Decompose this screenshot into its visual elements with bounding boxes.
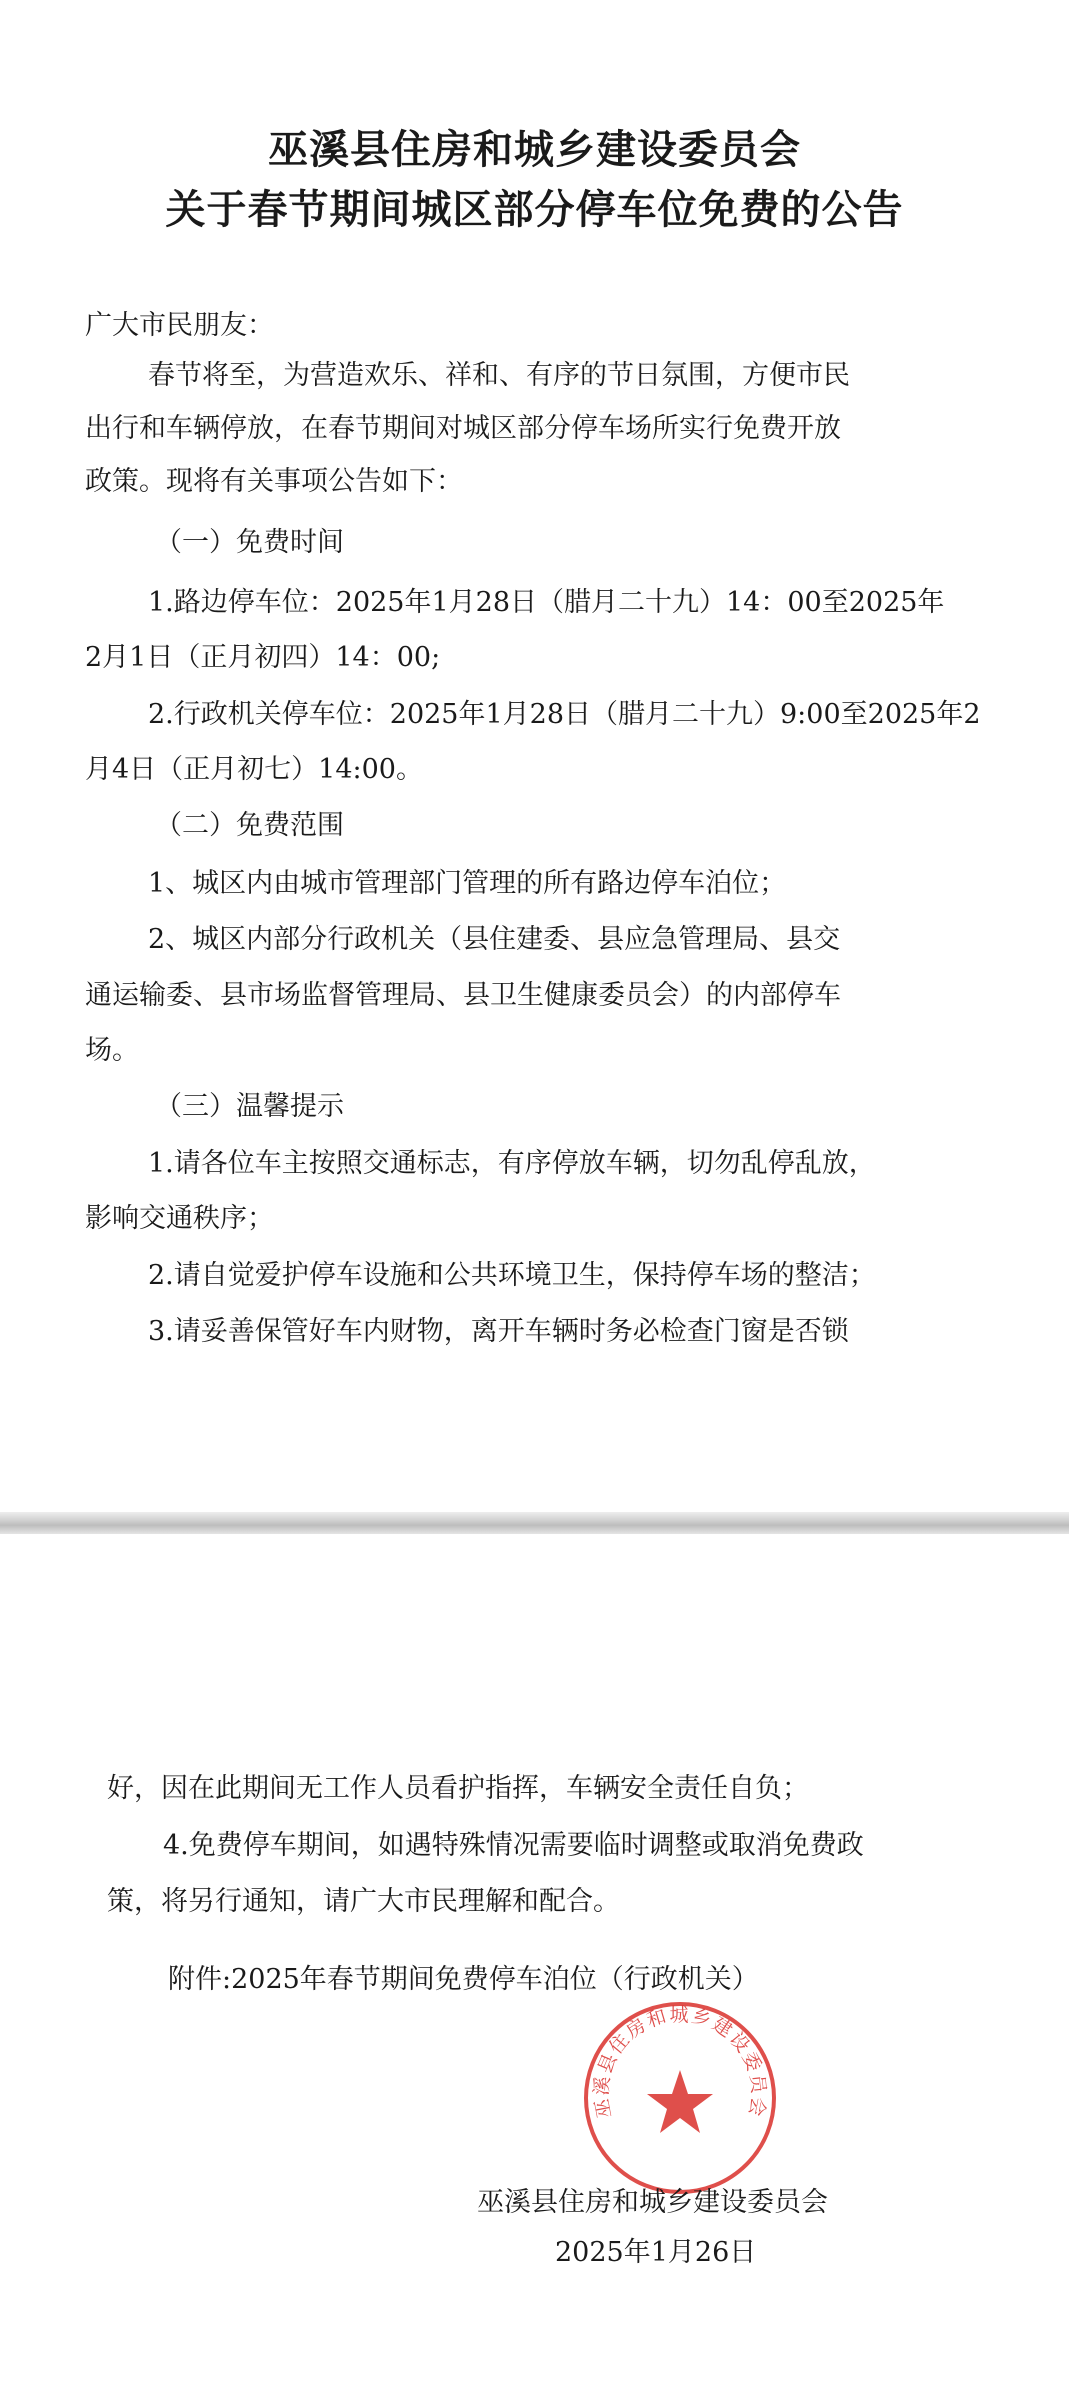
time-item-government: 2.行政机关停车位：2025年1月28日（腊月二十九）9:00至2025年2 bbox=[148, 699, 981, 730]
seal-star-icon bbox=[647, 2070, 713, 2133]
scope-item-1: 1、城区内由城市管理部门管理的所有路边停车泊位； bbox=[148, 868, 787, 899]
section-heading-time: （一）免费时间 bbox=[155, 527, 344, 558]
intro-line: 春节将至，为营造欢乐、祥和、有序的节日氛围，方便市民 bbox=[148, 360, 850, 391]
scope-item-2: 2、城区内部分行政机关（县住建委、县应急管理局、县交 bbox=[148, 924, 841, 955]
document-title-line-1: 巫溪县住房和城乡建设委员会 bbox=[268, 126, 801, 173]
scope-item-2-cont: 通运输委、县市场监督管理局、县卫生健康委员会）的内部停车 bbox=[85, 980, 841, 1011]
tip-item-1: 1.请各位车主按照交通标志，有序停放车辆，切勿乱停乱放， bbox=[148, 1148, 876, 1179]
document-page-2 bbox=[0, 1534, 1069, 2395]
section-heading-scope: （二）免费范围 bbox=[155, 810, 344, 841]
official-seal bbox=[580, 1998, 780, 2198]
seal-text: 巫溪县住房和城乡建设委员会 bbox=[590, 2004, 770, 2120]
tip-item-3-cont: 好，因在此期间无工作人员看护指挥，车辆安全责任自负； bbox=[107, 1773, 809, 1804]
time-item-roadside: 1.路边停车位：2025年1月28日（腊月二十九）14：00至2025年 bbox=[148, 587, 945, 618]
intro-line: 政策。现将有关事项公告如下： bbox=[85, 466, 463, 497]
time-item-government-cont: 月4日（正月初七）14:00。 bbox=[85, 754, 423, 785]
tip-item-1-cont: 影响交通秩序； bbox=[85, 1203, 274, 1234]
intro-line: 出行和车辆停放，在春节期间对城区部分停车场所实行免费开放 bbox=[85, 413, 841, 444]
tip-item-4: 4.免费停车期间，如遇特殊情况需要临时调整或取消免费政 bbox=[163, 1830, 864, 1861]
signature-organization: 巫溪县住房和城乡建设委员会 bbox=[477, 2187, 828, 2218]
tip-item-4-cont: 策，将另行通知，请广大市民理解和配合。 bbox=[107, 1886, 620, 1917]
attachment-note: 附件:2025年春节期间免费停车泊位（行政机关） bbox=[168, 1964, 759, 1995]
document-title-line-2: 关于春节期间城区部分停车位免费的公告 bbox=[165, 186, 904, 233]
signature-date: 2025年1月26日 bbox=[555, 2237, 757, 2268]
time-item-roadside-cont: 2月1日（正月初四）14：00; bbox=[85, 642, 441, 673]
salutation: 广大市民朋友： bbox=[85, 310, 274, 341]
tip-item-2: 2.请自觉爱护停车设施和公共环境卫生，保持停车场的整洁； bbox=[148, 1260, 876, 1291]
page-separator bbox=[0, 1512, 1069, 1534]
scope-item-2-cont: 场。 bbox=[85, 1035, 139, 1066]
tip-item-3: 3.请妥善保管好车内财物，离开车辆时务必检查门窗是否锁 bbox=[148, 1316, 849, 1347]
section-heading-tips: （三）温馨提示 bbox=[155, 1091, 344, 1122]
